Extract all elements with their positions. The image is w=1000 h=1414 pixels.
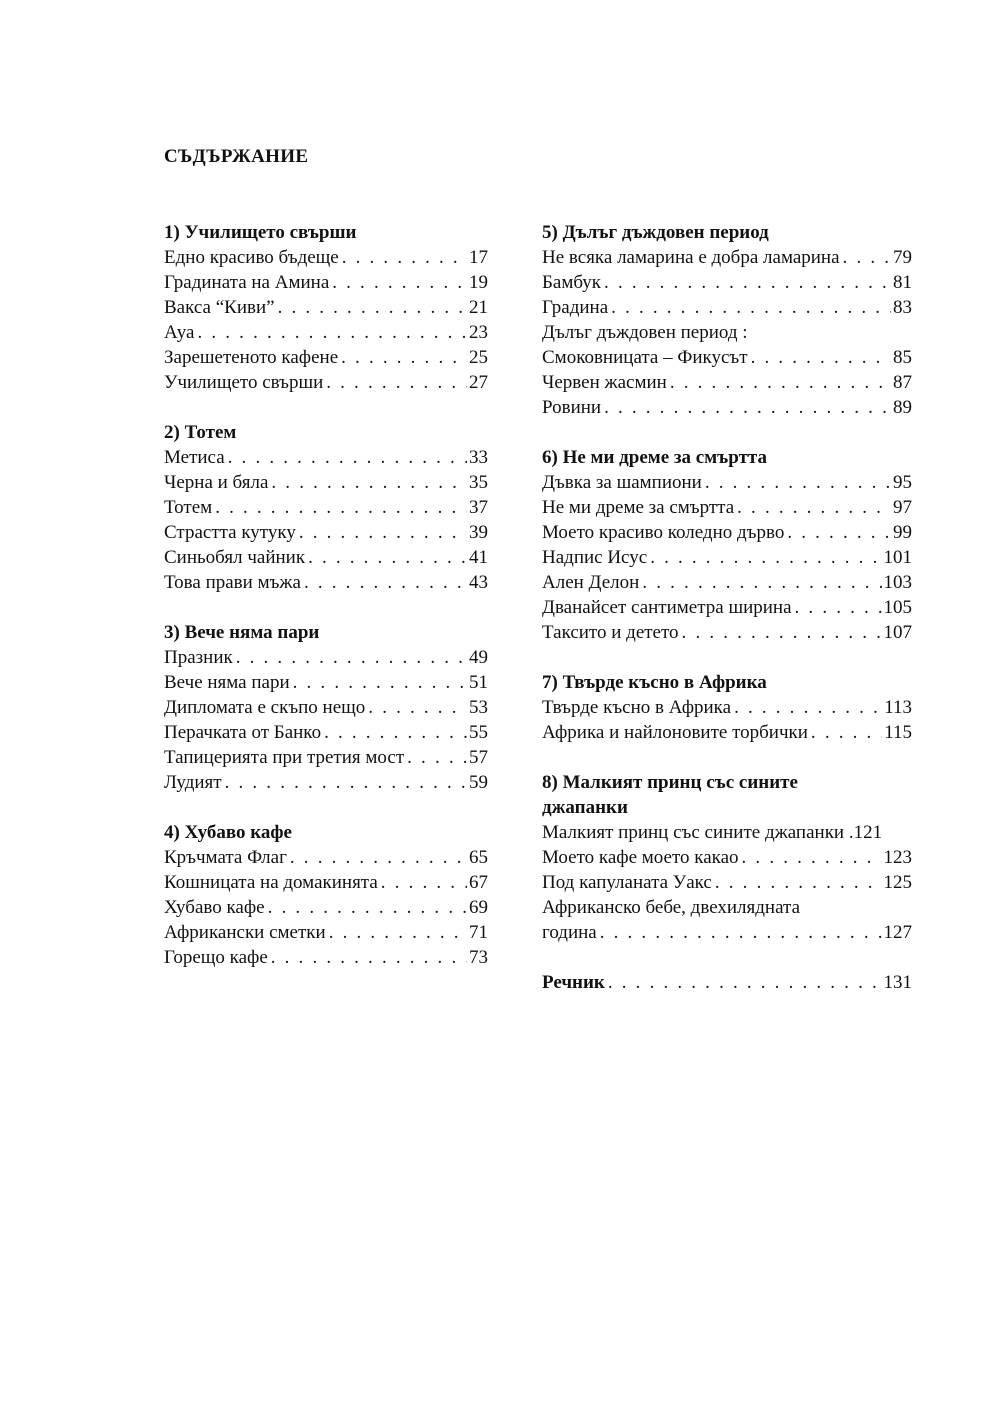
toc-entry[interactable]: [164, 445, 488, 470]
toc-entry[interactable]: [164, 670, 488, 695]
entry-page: 103: [883, 572, 912, 593]
entry-title: Градина: [542, 297, 609, 318]
toc-entry[interactable]: [164, 870, 488, 895]
entry-page: 41: [469, 547, 488, 568]
entry-page: 95: [893, 472, 912, 493]
dot-leader: [748, 345, 891, 370]
toc-entry[interactable]: [542, 595, 912, 620]
entry-title: Таксито и детето: [542, 622, 679, 643]
toc-entry[interactable]: [542, 295, 912, 320]
dot-leader: [233, 645, 467, 670]
entry-page: 69: [469, 897, 488, 918]
entry-title: Метиса: [164, 447, 225, 468]
entry-title: Лудият: [164, 772, 222, 793]
dot-leader: [338, 345, 467, 370]
section-heading: 7) Твърде късно в Африка: [542, 672, 767, 693]
entry-page: 99: [893, 522, 912, 543]
dot-leader: [378, 870, 467, 895]
entry-page: 23: [469, 322, 488, 343]
section-heading: 8) Малкият принц със сините: [542, 772, 798, 793]
entry-title: Под капуланата Уакс: [542, 872, 712, 893]
entry-page: 17: [469, 247, 488, 268]
toc-entry[interactable]: [164, 245, 488, 270]
toc-entry[interactable]: [164, 345, 488, 370]
entry-title: Кошницата на домакинята: [164, 872, 378, 893]
entry-title: Зарешетеното кафене: [164, 347, 339, 368]
toc-entry[interactable]: [164, 745, 488, 770]
entry-title: Червен жасмин: [542, 372, 667, 393]
toc-entry[interactable]: [542, 345, 912, 370]
entry-page: 27: [469, 372, 488, 393]
entry-page: 87: [893, 372, 912, 393]
dot-leader: [287, 845, 467, 870]
toc-entry[interactable]: [542, 370, 912, 395]
entry-page: 97: [893, 497, 912, 518]
toc-section-6: [542, 445, 912, 645]
entry-title: Ален Делон: [542, 572, 640, 593]
toc-entry[interactable]: [542, 845, 912, 870]
entry-page: 71: [469, 922, 488, 943]
entry-page: 123: [883, 847, 912, 868]
entry-title: Празник: [164, 647, 233, 668]
dot-leader: [265, 895, 467, 920]
dot-leader: [784, 520, 891, 545]
section-heading: 4) Хубаво кафе: [164, 822, 292, 843]
section-heading: 1) Училището свърши: [164, 222, 357, 243]
page-title: СЪДЪРЖАНИЕ: [164, 146, 309, 167]
entry-title: Тотем: [164, 497, 213, 518]
dot-leader: [808, 720, 882, 745]
toc-entry[interactable]: [164, 895, 488, 920]
entry-title: Африкански сметки: [164, 922, 326, 943]
entry-page: 39: [469, 522, 488, 543]
toc-entry[interactable]: Малкият принц със сините джапанки .121: [542, 822, 883, 843]
toc-entry[interactable]: [542, 545, 912, 570]
toc-entry[interactable]: [542, 570, 912, 595]
toc-section-8: [542, 770, 912, 945]
entry-page: 53: [469, 697, 488, 718]
toc-section-1: [164, 220, 488, 395]
entry-title: Африка и найлоновите торбички: [542, 722, 808, 743]
dot-leader: [647, 545, 881, 570]
dot-leader: [731, 695, 882, 720]
entry-title: Дванайсет сантиметра ширина: [542, 597, 792, 618]
toc-entry[interactable]: [164, 320, 488, 345]
entry-page: 55: [469, 722, 488, 743]
entry-title: Моето кафе моето какао: [542, 847, 739, 868]
entry-title: Дипломата е скъпо нещо: [164, 697, 366, 718]
section-heading: 6) Не ми дреме за смъртта: [542, 447, 767, 468]
dot-leader: [739, 845, 882, 870]
entry-page: 59: [469, 772, 488, 793]
entry-title: Бамбук: [542, 272, 602, 293]
entry-title: Моето красиво коледно дърво: [542, 522, 785, 543]
toc-entry[interactable]: [542, 395, 912, 420]
dot-leader: [194, 320, 467, 345]
toc-column-left: [164, 220, 488, 995]
entry-page: 79: [893, 247, 912, 268]
dot-leader: [321, 720, 467, 745]
toc-section-4: [164, 820, 488, 970]
entry-page: 25: [469, 347, 488, 368]
entry-title: Страстта кутуку: [164, 522, 296, 543]
entry-title: Вакса “Киви”: [164, 297, 275, 318]
entry-page: 67: [469, 872, 488, 893]
entry-page: 65: [469, 847, 488, 868]
entry-title: Тапицерията при третия мост: [164, 747, 405, 768]
dot-leader: [222, 770, 467, 795]
entry-title: Вече няма пари: [164, 672, 290, 693]
toc-section-2: [164, 420, 488, 595]
dot-leader: [601, 270, 891, 295]
toc-entry[interactable]: [164, 695, 488, 720]
toc-glossary: [542, 970, 912, 995]
toc-entry[interactable]: [164, 370, 488, 395]
dot-leader: [329, 270, 467, 295]
entry-title: Ровини: [542, 397, 602, 418]
entry-page: 49: [469, 647, 488, 668]
toc-entry[interactable]: [542, 695, 912, 720]
dot-leader: [601, 395, 891, 420]
entry-title: Твърде късно в Африка: [542, 697, 732, 718]
toc-entry[interactable]: [164, 470, 488, 495]
entry-page: 125: [883, 872, 912, 893]
entry-page: 131: [883, 972, 912, 993]
dot-leader: [667, 370, 891, 395]
dot-leader: [323, 370, 467, 395]
dot-leader: [301, 570, 467, 595]
toc-entry[interactable]: [542, 470, 912, 495]
toc-entry-glossary[interactable]: [542, 970, 912, 995]
entry-title: Горещо кафе: [164, 947, 268, 968]
entry-title: Градината на Амина: [164, 272, 330, 293]
toc-entry[interactable]: [542, 270, 912, 295]
toc-entry[interactable]: [542, 495, 912, 520]
entry-page: 37: [469, 497, 488, 518]
entry-title: Едно красиво бъдеще: [164, 247, 339, 268]
toc-entry[interactable]: [164, 720, 488, 745]
entry-title: Кръчмата Флаг: [164, 847, 287, 868]
toc-entry[interactable]: [164, 920, 488, 945]
dot-leader: [225, 445, 467, 470]
entry-title: Дъвка за шампиони: [542, 472, 702, 493]
entry-title-line[interactable]: Африканско бебе, двехилядната: [542, 897, 801, 918]
toc-section-3: [164, 620, 488, 795]
toc-entry[interactable]: [164, 295, 488, 320]
entry-page: 33: [469, 447, 488, 468]
dot-leader: [702, 470, 891, 495]
entry-page: 105: [883, 597, 912, 618]
dot-leader: [404, 745, 467, 770]
toc-entry[interactable]: [164, 495, 488, 520]
toc-entry[interactable]: [542, 520, 912, 545]
dot-leader: [840, 245, 891, 270]
toc-entry[interactable]: [164, 945, 488, 970]
section-heading-continued: джапанки: [542, 797, 628, 818]
entry-title: Речник: [542, 972, 605, 993]
section-heading: 3) Вече няма пари: [164, 622, 320, 643]
entry-title: Перачката от Банко: [164, 722, 322, 743]
dot-leader: [290, 670, 467, 695]
entry-title: Надпис Исус: [542, 547, 648, 568]
entry-page: 21: [469, 297, 488, 318]
entry-page: 101: [883, 547, 912, 568]
entry-page: 81: [893, 272, 912, 293]
toc-column-right: [542, 220, 912, 1020]
dot-leader: [296, 520, 467, 545]
entry-title: Синьобял чайник: [164, 547, 306, 568]
entry-title: Училището свърши: [164, 372, 324, 393]
toc-entry[interactable]: [542, 920, 912, 945]
entry-title: Това прави мъжа: [164, 572, 301, 593]
entry-title: Не ми дреме за смъртта: [542, 497, 735, 518]
dot-leader: [305, 545, 467, 570]
entry-title: Черна и бяла: [164, 472, 269, 493]
entry-page: 83: [893, 297, 912, 318]
toc-entry[interactable]: [164, 770, 488, 795]
toc-entry[interactable]: [542, 720, 912, 745]
toc-entry[interactable]: [164, 645, 488, 670]
entry-page: 107: [883, 622, 912, 643]
entry-page: 85: [893, 347, 912, 368]
entry-page: 115: [884, 722, 912, 743]
entry-page: 73: [469, 947, 488, 968]
entry-page: 51: [469, 672, 488, 693]
entry-title-line[interactable]: Дълъг дъждовен период :: [542, 322, 748, 343]
dot-leader: [679, 620, 882, 645]
toc-entry[interactable]: [164, 545, 488, 570]
dot-leader: [326, 920, 467, 945]
dot-leader: [268, 945, 467, 970]
dot-leader: [275, 295, 467, 320]
dot-leader: [608, 295, 891, 320]
entry-title: година: [542, 922, 597, 943]
toc-section-7: [542, 670, 912, 745]
toc-entry[interactable]: [542, 620, 912, 645]
toc-entry[interactable]: [164, 270, 488, 295]
entry-title: Смоковницата – Фикусът: [542, 347, 748, 368]
toc-section-5: [542, 220, 912, 420]
toc-entry[interactable]: [164, 520, 488, 545]
entry-page: 57: [469, 747, 488, 768]
entry-title: Не всяка ламарина е добра ламарина: [542, 247, 840, 268]
dot-leader: [734, 495, 891, 520]
toc-entry[interactable]: [164, 570, 488, 595]
toc-entry[interactable]: [164, 845, 488, 870]
dot-leader: [339, 245, 467, 270]
dot-leader: [212, 495, 467, 520]
dot-leader: [365, 695, 467, 720]
toc-entry[interactable]: [542, 245, 912, 270]
entry-page: 19: [469, 272, 488, 293]
entry-page: 113: [884, 697, 912, 718]
entry-page: 127: [883, 922, 912, 943]
dot-leader: [712, 870, 882, 895]
dot-leader: [792, 595, 882, 620]
entry-page: 89: [893, 397, 912, 418]
section-heading: 5) Дълъг дъждовен период: [542, 222, 769, 243]
entry-title: Ауа: [164, 322, 195, 343]
dot-leader: [605, 970, 882, 995]
entry-page: 43: [469, 572, 488, 593]
entry-title: Хубаво кафе: [164, 897, 265, 918]
toc-entry[interactable]: [542, 870, 912, 895]
dot-leader: [268, 470, 467, 495]
entry-page: 35: [469, 472, 488, 493]
dot-leader: [597, 920, 882, 945]
section-heading: 2) Тотем: [164, 422, 237, 443]
dot-leader: [639, 570, 881, 595]
